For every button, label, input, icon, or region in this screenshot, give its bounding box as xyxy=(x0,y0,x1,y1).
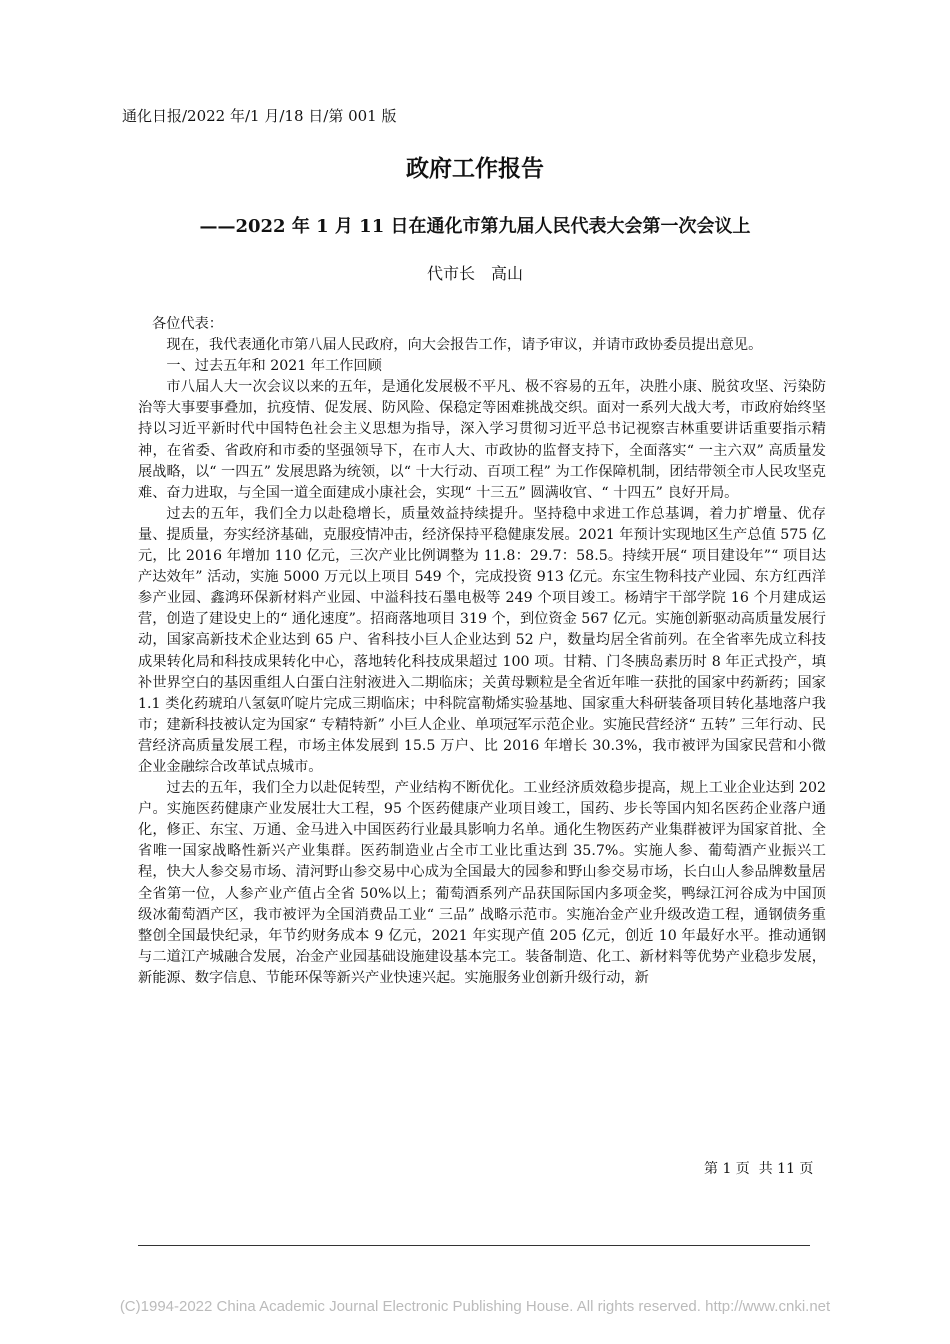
source-line: 通化日报/2022 年/1 月/18 日/第 001 版 xyxy=(122,107,397,125)
author-byline: 代市长 高山 xyxy=(426,264,523,283)
page-number: 第 1 页 共 11 页 xyxy=(704,1161,814,1177)
paragraph: 过去的五年，我们全力以赴促转型，产业结构不断优化。工业经济质效稳步提高，规上工业企业达到 202 户。实施医药健康产业发展壮大工程，95 个医药健康产业项目竣工，国药、步长等国内知名医药企业落户通化，修正、东宝、万通、金马进入中国医药行业最具影响力名单。通化生物医药产业集群被评为国家首批、全省唯一国家战略性新兴产业集群。医药制造业占全市工业比重达到 35.7%。实施人参、葡萄酒产业振兴工程，快大人参交易市场、清河野山参交易中心成为全国最大的园参和野山参交易市场，长白山人参品牌数量居全省第一位，人参产业产值占全省 50%以上；葡萄酒系列产品获国际国内多项金奖，鸭绿江河谷成为中国顶级冰葡萄酒产区，我市被评为全国消费品工业“ 三品” 战略示范市。实施冶金产业升级改造工程，通钢债务重整创全国最快纪录，年节约财务成本 9 亿元，2021 年实现产值 205 亿元，创近 10 年最好水平。推动通钢与二道江产城融合发展，冶金产业园基础设施建设基本完工。装备制造、化工、新材料等优势产业稳步发展，新能源、数字信息、节能环保等新兴产业快速兴起。实施服务业创新升级行动，新 xyxy=(138,780,826,986)
copyright-footer: (C)1994-2022 China Academic Journal Electronic Publishing House. All rights reserved. http://www.cnki.net xyxy=(119,1298,831,1315)
paragraph: 现在，我代表通化市第八届人民政府，向大会报告工作，请予审议，并请市政协委员提出意见。 xyxy=(166,337,763,354)
section-heading: 一、过去五年和 2021 年工作回顾 xyxy=(166,358,382,375)
salutation: 各位代表： xyxy=(152,316,223,332)
document-body xyxy=(138,314,826,989)
page-title: 政府工作报告 xyxy=(406,155,544,182)
paragraph: 市八届人大一次会议以来的五年，是通化发展极不平凡、极不容易的五年，决胜小康、脱贫攻坚、污染防治等大事要事叠加，抗疫情、促发展、防风险、保稳定等困难挑战交织。面对一系列大战大考，市政府始终坚持以习近平新时代中国特色社会主义思想为指导，深入学习贯彻习近平总书记视察吉林重要讲话重要指示精神，在省委、省政府和市委的坚强领导下，在市人大、市政协的监督支持下，全面落实“ 一主六双” 高质量发展战略，以“ 一四五” 发展思路为统领，以“ 十大行动、百项工程” 为工作保障机制，团结带领全市人民攻坚克难、奋力进取，与全国一道全面建成小康社会，实现“ 十三五” 圆满收官、“ 十四五” 良好开局。 xyxy=(138,379,826,501)
footer-divider xyxy=(138,1245,810,1246)
paragraph: 过去的五年，我们全力以赴稳增长，质量效益持续提升。坚持稳中求进工作总基调，着力扩增量、优存量、提质量，夯实经济基础，克服疫情冲击，经济保持平稳健康发展。2021 年预计实现地区生产总值 575 亿元，比 2016 年增加 110 亿元，三次产业比例调整为 11.8：29.7：58.5。持续开展“ 项目建设年”“ 项目达产达效年” 活动，实施 5000 万元以上项目 549 个，完成投资 913 亿元。东宝生物科技产业园、东方红西洋参产业园、鑫鸿环保新材料产业园、中溢科技石墨电极等 249 个项目竣工。杨靖宇干部学院 16 个月建成运营，创造了建设史上的“ 通化速度”。招商落地项目 319 个，到位资金 567 亿元。实施创新驱动高质量发展行动，国家高新技术企业达到 65 户、省科技小巨人企业达到 52 户，数量均居全省前列。在全省率先成立科技成果转化局和科技成果转化中心，落地转化科技成果超过 100 项。甘精、门冬胰岛素历时 8 年正式投产，填补世界空白的基因重组人白蛋白注射液进入二期临床；关黄母颗粒是全省近年唯一获批的国家中药新药；国家 1.1 类化药琥珀八氢氨吖啶片完成三期临床；中科院富勒烯实验基地、国家重大科研装备项目转化基地落户我市；建新科技被认定为国家“ 专精特新” 小巨人企业、单项冠军示范企业。实施民营经济“ 五转” 三年行动、民营经济高质量发展工程，市场主体发展到 15.5 万户、比 2016 年增长 30.3%，我市被评为国家民营和小微企业金融综合改革试点城市。 xyxy=(138,505,826,775)
page-subtitle: ——2022 年 1 月 11 日在通化市第九届人民代表大会第一次会议上 xyxy=(199,216,751,237)
